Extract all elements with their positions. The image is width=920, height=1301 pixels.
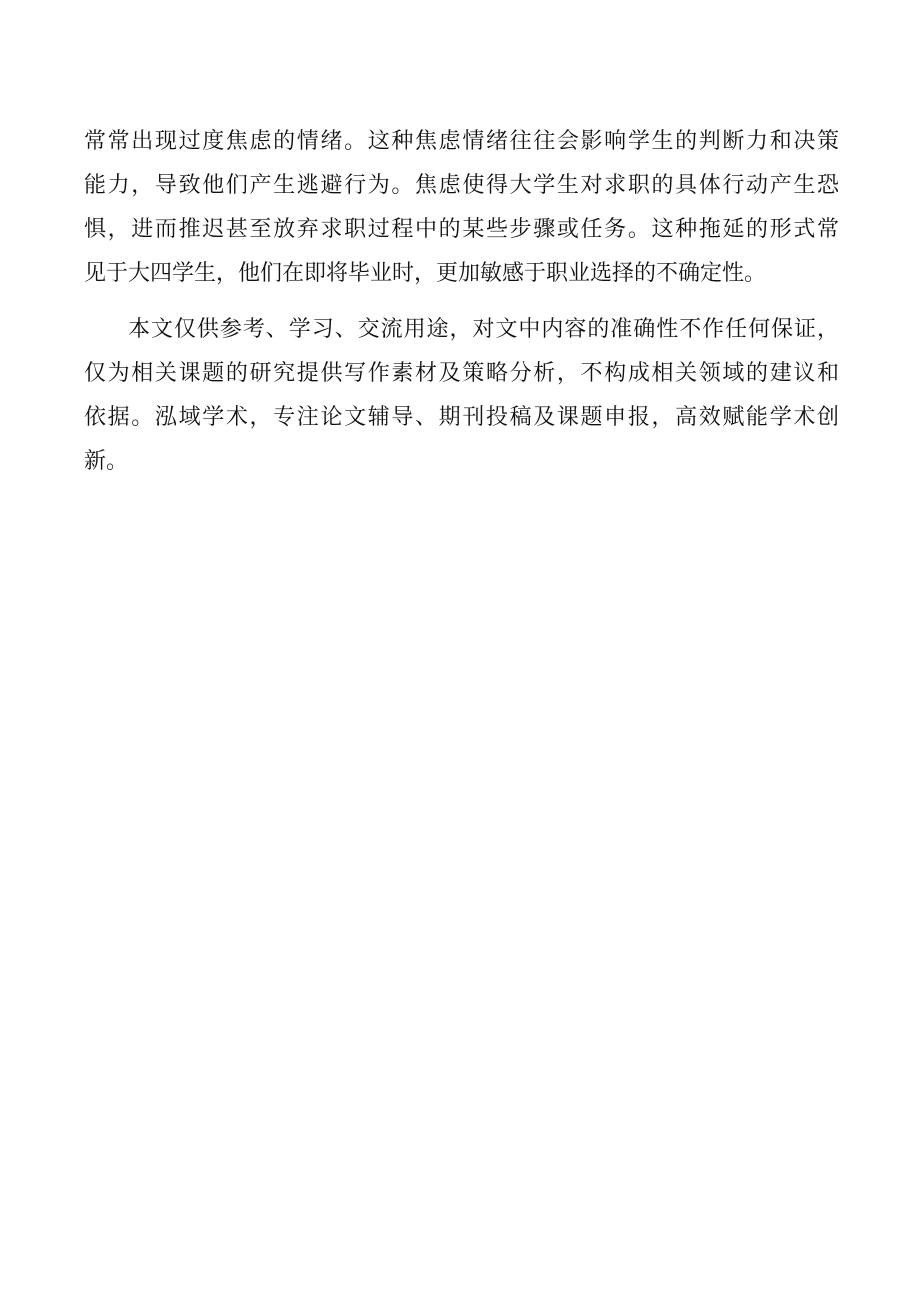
paragraph-job-anxiety (84, 120, 839, 296)
text-line: 本文仅供参考、学习、交流用途，对文中内容的准确性不作任何保证， (128, 317, 839, 342)
paragraph-spacer (84, 296, 839, 308)
document-body (84, 120, 839, 484)
text-line: 见于大四学生，他们在即将毕业时，更加敏感于职业选择的不确定性。 (84, 261, 767, 286)
text-line: 依据。泓域学术，专注论文辅导、期刊投稿及课题申报，高效赋能学术创 (84, 405, 839, 430)
text-line: 常常出现过度焦虑的情绪。这种焦虑情绪往往会影响学生的判断力和决策 (84, 129, 839, 154)
text-line: 惧，进而推迟甚至放弃求职过程中的某些步骤或任务。这种拖延的形式常 (84, 217, 839, 242)
text-line: 新。 (84, 449, 129, 474)
text-line: 能力，导致他们产生逃避行为。焦虑使得大学生对求职的具体行动产生恐 (84, 173, 839, 198)
paragraph-disclaimer (84, 308, 839, 484)
text-line: 仅为相关课题的研究提供写作素材及策略分析，不构成相关领域的建议和 (84, 361, 839, 386)
